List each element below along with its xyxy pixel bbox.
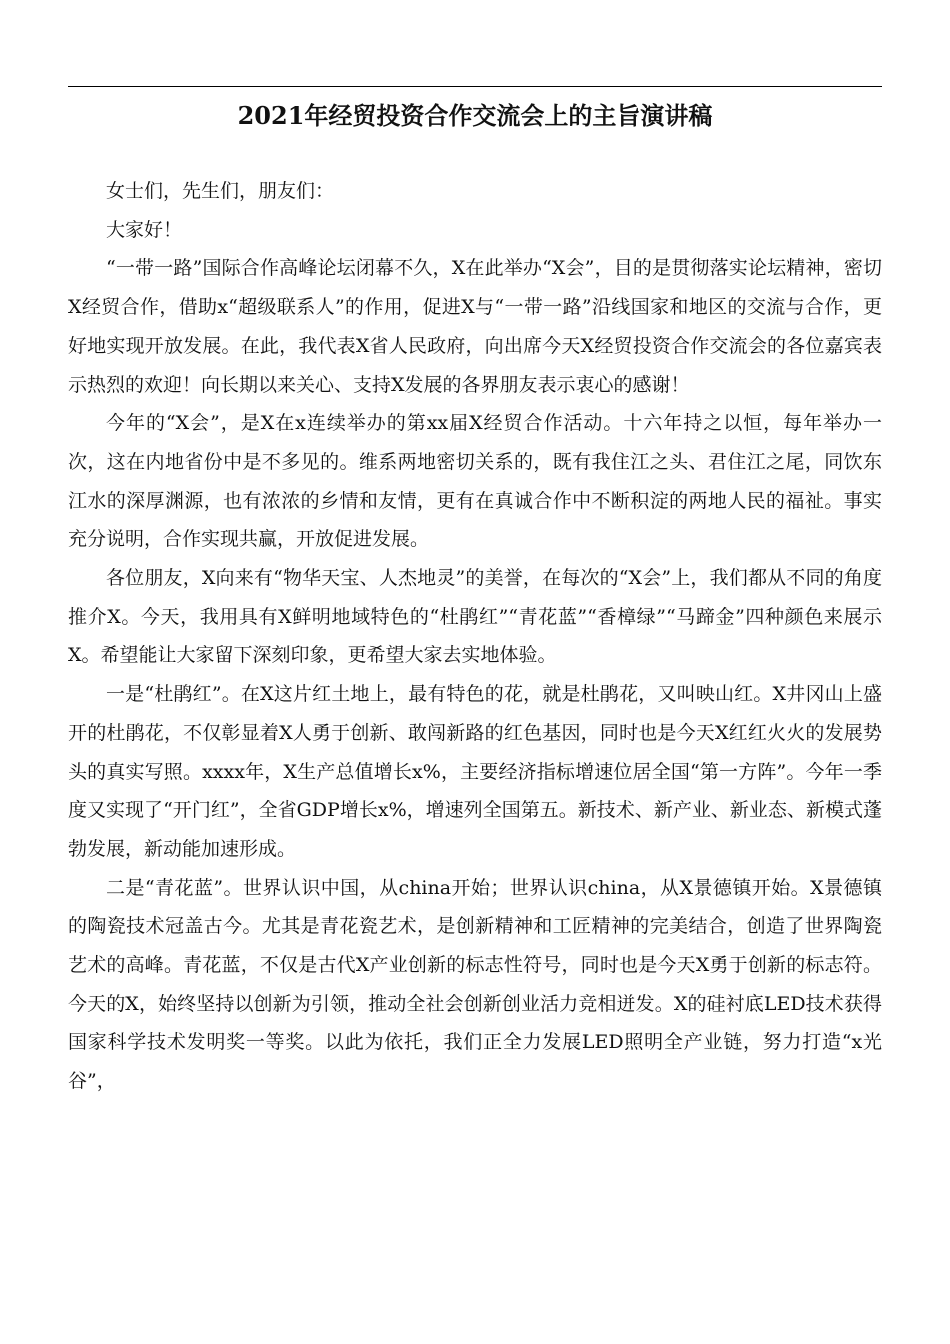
document-title: 2021年经贸投资合作交流会上的主旨演讲稿 — [237, 101, 713, 130]
salutation: 女士们，先生们，朋友们： — [106, 180, 335, 202]
paragraph-x-meeting: 今年的“X会”，是X在x连续举办的第xx届X经贸合作活动。十六年持之以恒，每年举办一次，这在内地省份中是不多见的。维系两地密切关系的，既有我住江之头、君住江之尾，同饮东江水的深厚渊源，也有浓浓的乡情和友情，更有在真诚合作中不断积淀的两地人民的福祉。事实充分说明，合作实现共赢，开放促进发展。 — [68, 412, 882, 551]
paragraph-four-colors: 各位朋友，X向来有“物华天宝、人杰地灵”的美誉，在每次的“X会”上，我们都从不同的角度推介X。今天，我用具有X鲜明地域特色的“杜鹃红”“青花蓝”“香樟绿”“马蹄金”四种颜色来展示X。希望能让大家留下深刻印象，更希望大家去实地体验。 — [68, 567, 882, 667]
paragraph-blue-white: 二是“青花蓝”。世界认识中国，从china开始；世界认识china，从X景德镇开始。X景德镇的陶瓷技术冠盖古今。尤其是青花瓷艺术，是创新精神和工匠精神的完美结合，创造了世界陶瓷艺术的高峰。青花蓝，不仅是古代X产业创新的标志性符号，同时也是今天X勇于创新的标志符。今天的X，始终坚持以创新为引领，推动全社会创新创业活力竞相迸发。X的硅衬底LED技术获得国家科学技术发明奖一等奖。以此为依托，我们正全力发展LED照明全产业链，努力打造“x光谷”， — [68, 876, 882, 1093]
paragraph-opening: “一带一路”国际合作高峰论坛闭幕不久，X在此举办“X会”，目的是贯彻落实论坛精神，密切X经贸合作，借助x“超级联系人”的作用，促进X与“一带一路”沿线国家和地区的交流与合作，更好地实现开放发展。在此，我代表X省人民政府，向出席今天X经贸投资合作交流会的各位嘉宾表示热烈的欢迎！向长期以来关心、支持X发展的各界朋友表示衷心的感谢！ — [68, 257, 882, 396]
document-body — [68, 172, 882, 1101]
paragraph-azalea-red: 一是“杜鹃红”。在X这片红土地上，最有特色的花，就是杜鹃花，又叫映山红。X井冈山上盛开的杜鹃花，不仅彰显着X人勇于创新、敢闯新路的红色基因，同时也是今天X红红火火的发展势头的真实写照。xxxx年，X生产总值增长x%，主要经济指标增速位居全国“第一方阵”。今年一季度又实现了“开门红”，全省GDP增长x%，增速列全国第五。新技术、新产业、新业态、新模式蓬勃发展，新动能加速形成。 — [68, 683, 882, 860]
header-rule — [68, 86, 882, 87]
greeting: 大家好！ — [106, 218, 183, 241]
